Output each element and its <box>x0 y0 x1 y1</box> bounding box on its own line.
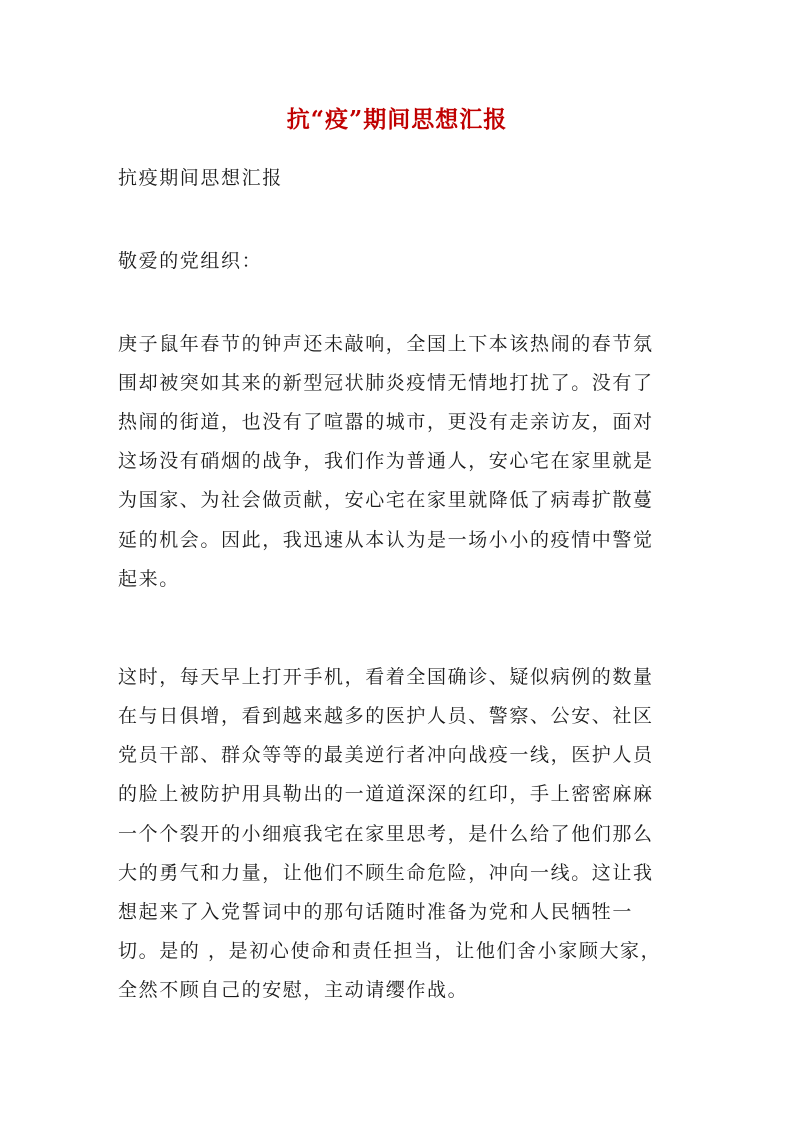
document-title: 抗“疫”期间思想汇报 <box>286 106 508 133</box>
paragraph-line: 的脸上被防护用具勒出的一道道深深的红印，手上密密麻麻 <box>118 783 654 805</box>
paragraph-line: 为国家、为社会做贡献，安心宅在家里就降低了病毒扩散蔓 <box>118 489 654 511</box>
paragraph-line: 想起来了入党誓词中的那句话随时准备为党和人民牺牲一 <box>118 901 634 923</box>
paragraph-line: 围却被突如其来的新型冠状肺炎疫情无情地打扰了。没有了 <box>118 372 654 394</box>
paragraph-line: 热闹的街道，也没有了喧嚣的城市，更没有走亲访友，面对 <box>118 411 654 433</box>
paragraph-line: 全然不顾自己的安慰，主动请缨作战。 <box>118 979 469 1001</box>
paragraph-line: 起来。 <box>118 568 180 590</box>
paragraph-line: 这场没有硝烟的战争，我们作为普通人，安心宅在家里就是 <box>118 450 654 472</box>
paragraph-line: 在与日俱增，看到越来越多的医护人员、警察、公安、社区 <box>118 705 654 727</box>
paragraph-line: 党员干部、群众等等的最美逆行者冲向战疫一线，医护人员 <box>118 744 654 766</box>
paragraph-line: 大的勇气和力量，让他们不顾生命危险，冲向一线。这让我 <box>118 862 654 884</box>
document-subtitle: 抗疫期间思想汇报 <box>118 167 283 189</box>
salutation: 敬爱的党组织： <box>118 250 263 272</box>
paragraph-line: 延的机会。因此，我迅速从本认为是一场小小的疫情中警觉 <box>118 529 654 551</box>
paragraph-line: 一个个裂开的小细痕我宅在家里思考，是什么给了他们那么 <box>118 823 654 845</box>
paragraph-line: 庚子鼠年春节的钟声还未敲响，全国上下本该热闹的春节氛 <box>118 333 654 355</box>
paragraph-line: 这时，每天早上打开手机，看着全国确诊、疑似病例的数量 <box>118 666 654 688</box>
paragraph-line: 切。是的 ，是初心使命和责任担当，让他们舍小家顾大家， <box>118 940 662 962</box>
